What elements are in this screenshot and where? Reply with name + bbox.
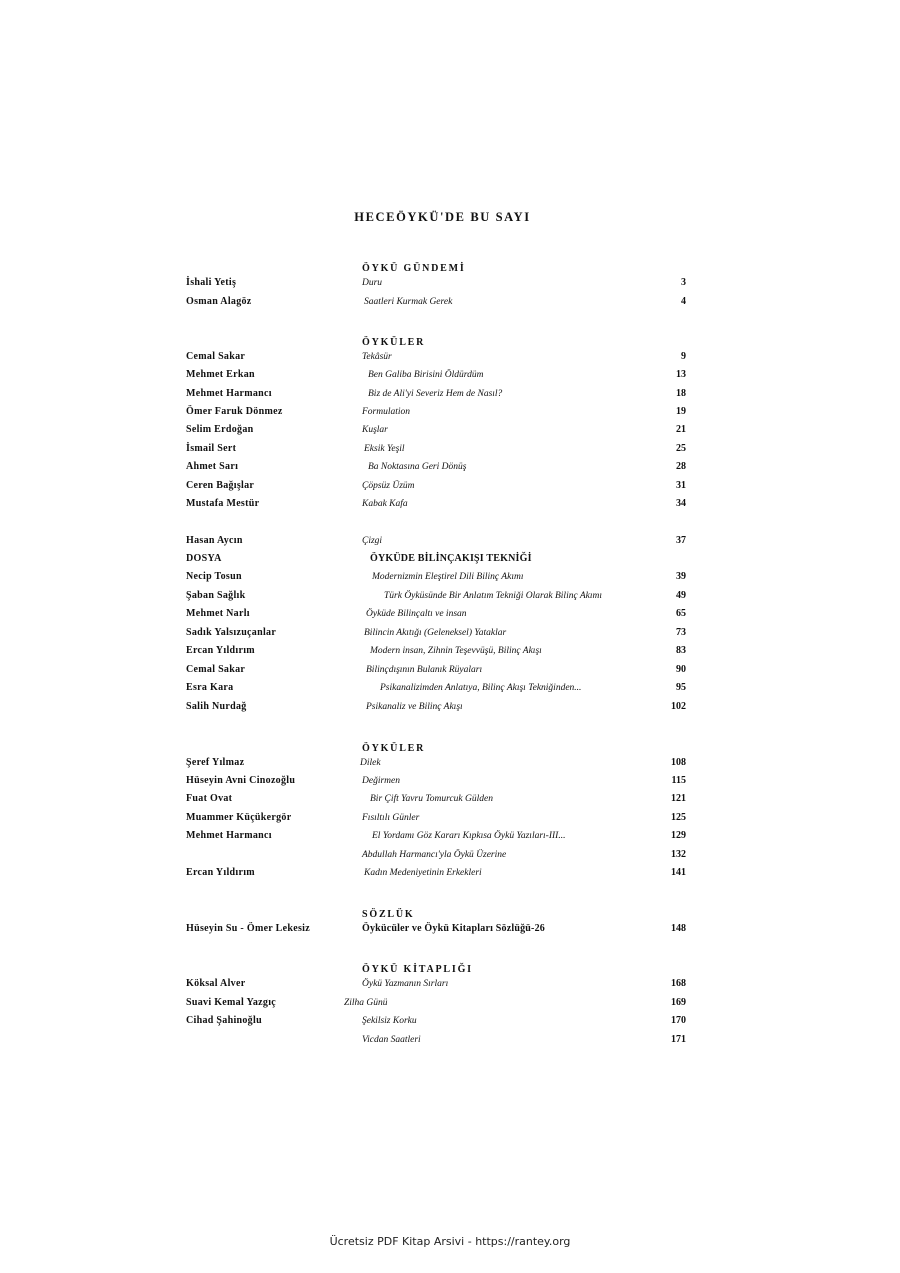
entry-page-number: 3 [681,277,686,288]
section-heading: ÖYKÜLER [362,337,426,348]
entry-page-number: 90 [676,664,686,675]
toc-entry [186,387,686,401]
entry-page-number: 21 [676,424,686,435]
entry-page-number: 121 [671,793,686,804]
entry-page-number: 39 [676,571,686,582]
toc-entry [186,644,686,658]
entry-title: Türk Öyküsünde Bir Anlatım Tekniği Olarak Bilinç Akımı [384,591,603,601]
entry-page-number: 19 [676,406,686,417]
entry-author: Cemal Sakar [186,664,246,675]
entry-page-number: 108 [671,757,686,768]
entry-title: Çizgi [362,536,383,546]
entry-page-number: 4 [681,296,686,307]
entry-title: Öyküde Bilinçaltı ve insan [366,609,467,619]
toc-entry [186,350,686,364]
entry-title: Zilha Günü [344,998,388,1008]
entry-author: Suavi Kemal Yazgıç [186,997,277,1008]
entry-page-number: 31 [676,480,686,491]
entry-page-number: 102 [671,701,686,712]
entry-title: Duru [362,278,383,288]
entry-author: Selim Erdoğan [186,424,254,435]
entry-author: Mehmet Erkan [186,369,255,380]
entry-page-number: 25 [676,443,686,454]
entry-title: El Yordamı Göz Kararı Kıpkısa Öykü Yazıları-III... [372,831,566,841]
toc-entry [186,497,686,511]
entry-author: Ömer Faruk Dönmez [186,406,283,417]
toc-entry [186,626,686,640]
entry-page-number: 171 [671,1034,686,1045]
entry-author: Cemal Sakar [186,351,246,362]
toc-entry [186,534,686,548]
entry-author: Ceren Bağışlar [186,480,255,491]
entry-page-number: 115 [671,775,686,786]
entry-author: Hasan Aycın [186,535,243,546]
entry-author: Ercan Yıldırım [186,645,255,656]
entry-page-number: 34 [676,498,686,509]
toc-entry [186,922,686,936]
entry-page-number: 95 [676,682,686,693]
entry-author: İsmail Sert [186,443,237,454]
entry-title: Bilincin Akıtığı (Geleneksel) Yataklar [364,628,507,638]
toc-entry [186,589,686,603]
entry-page-number: 83 [676,645,686,656]
entry-title: Ben Galiba Birisini Öldürdüm [368,370,484,380]
entry-title: Formulation [362,407,411,417]
entry-title: Kabak Kafa [362,499,408,509]
entry-page-number: 141 [671,867,686,878]
entry-author: Fuat Ovat [186,793,233,804]
entry-title: Eksik Yeşil [364,444,405,454]
toc-entry [186,442,686,456]
toc-entry [186,607,686,621]
entry-page-number: 9 [681,351,686,362]
entry-page-number: 73 [676,627,686,638]
toc-entry [186,423,686,437]
entry-author: Ahmet Sarı [186,461,239,472]
toc-entry [186,774,686,788]
entry-page-number: 49 [676,590,686,601]
toc-entry [186,1033,686,1047]
toc-entry [186,276,686,290]
page-title: HECEÖYKÜ'DE BU SAYI [354,210,531,224]
entry-author: Şeref Yılmaz [186,757,245,768]
section-heading: ÖYKÜLER [362,743,426,754]
entry-author: Esra Kara [186,682,234,693]
entry-title: ÖYKÜDE BİLİNÇAKIŞI TEKNİĞİ [370,553,532,564]
toc-entry [186,479,686,493]
entry-author: Hüseyin Avni Cinozoğlu [186,775,296,786]
entry-author: Salih Nurdağ [186,701,247,712]
entry-author: Mehmet Narlı [186,608,250,619]
entry-page-number: 18 [676,388,686,399]
entry-author: Mehmet Harmancı [186,388,272,399]
entry-title: Abdullah Harmancı'yla Öykü Üzerine [362,850,507,860]
entry-page-number: 13 [676,369,686,380]
toc-entry [186,700,686,714]
entry-author: Hüseyin Su - Ömer Lekesiz [186,923,310,934]
entry-title: Psikanalizimden Anlatıya, Bilinç Akışı Tekniğinden... [380,683,582,693]
entry-author: Mehmet Harmancı [186,830,272,841]
entry-title: Kuşlar [362,425,388,435]
entry-author: Köksal Alver [186,978,246,989]
entry-title: Vicdan Saatleri [362,1035,421,1045]
entry-author: Ercan Yıldırım [186,867,255,878]
entry-page-number: 170 [671,1015,686,1026]
entry-title: Fısıltılı Günler [362,813,420,823]
entry-title: Tekâsür [362,352,392,362]
toc-entry [186,405,686,419]
toc-entry [186,663,686,677]
section-heading: SÖZLÜK [362,909,415,920]
entry-author: Mustafa Mestür [186,498,260,509]
entry-title: Bir Çift Yavru Tomurcuk Gülden [370,794,493,804]
toc-entry [186,866,686,880]
entry-page-number: 28 [676,461,686,472]
entry-page-number: 148 [671,923,686,934]
entry-author: İshali Yetiş [186,277,237,288]
toc-entry [186,811,686,825]
entry-title: Öykücüler ve Öykü Kitapları Sözlüğü-26 [362,923,545,934]
entry-title: Değirmen [362,776,400,786]
toc-entry [186,681,686,695]
entry-title: Dilek [360,758,381,768]
entry-title: Biz de Ali'yi Severiz Hem de Nasıl? [368,389,503,399]
toc-entry [186,829,686,843]
entry-author: Sadık Yalsızuçanlar [186,627,277,638]
toc-entry [186,792,686,806]
entry-title: Çöpsüz Üzüm [362,481,415,491]
entry-title: Bilinçdışının Bulanık Rüyaları [366,665,483,675]
entry-title: Şekilsiz Korku [362,1016,417,1026]
entry-author: Osman Alagöz [186,296,252,307]
entry-page-number: 125 [671,812,686,823]
toc-entry [186,570,686,584]
entry-page-number: 37 [676,535,686,546]
entry-author: Cihad Şahinoğlu [186,1015,262,1026]
toc-entry [186,460,686,474]
toc-entry [186,1014,686,1028]
entry-title: Öykü Yazmanın Sırları [362,979,449,989]
entry-page-number: 132 [671,849,686,860]
entry-author: Şaban Sağlık [186,590,246,601]
toc-entry [186,295,686,309]
section-heading: ÖYKÜ GÜNDEMİ [362,263,466,274]
toc-entry [186,848,686,862]
entry-author: DOSYA [186,553,222,564]
entry-author: Muammer Küçükergör [186,812,292,823]
toc-entry [186,756,686,770]
entry-page-number: 169 [671,997,686,1008]
footer-text: Ücretsiz PDF Kitap Arsivi - https://rantey.org [329,1235,571,1248]
entry-page-number: 168 [671,978,686,989]
entry-page-number: 65 [676,608,686,619]
entry-title: Ba Noktasına Geri Dönüş [368,462,467,472]
entry-title: Modern insan, Zihnin Teşevvüşü, Bilinç Akışı [370,646,542,656]
toc-entry [186,977,686,991]
entry-page-number: 129 [671,830,686,841]
entry-title: Saatleri Kurmak Gerek [364,297,453,307]
toc-entry [186,552,686,566]
entry-author: Necip Tosun [186,571,242,582]
entry-title: Kadın Medeniyetinin Erkekleri [364,868,482,878]
entry-title: Psikanaliz ve Bilinç Akışı [366,702,463,712]
toc-entry [186,368,686,382]
toc-entry [186,996,686,1010]
section-heading: ÖYKÜ KİTAPLIĞI [362,964,473,975]
entry-title: Modernizmin Eleştirel Dili Bilinç Akımı [372,572,524,582]
